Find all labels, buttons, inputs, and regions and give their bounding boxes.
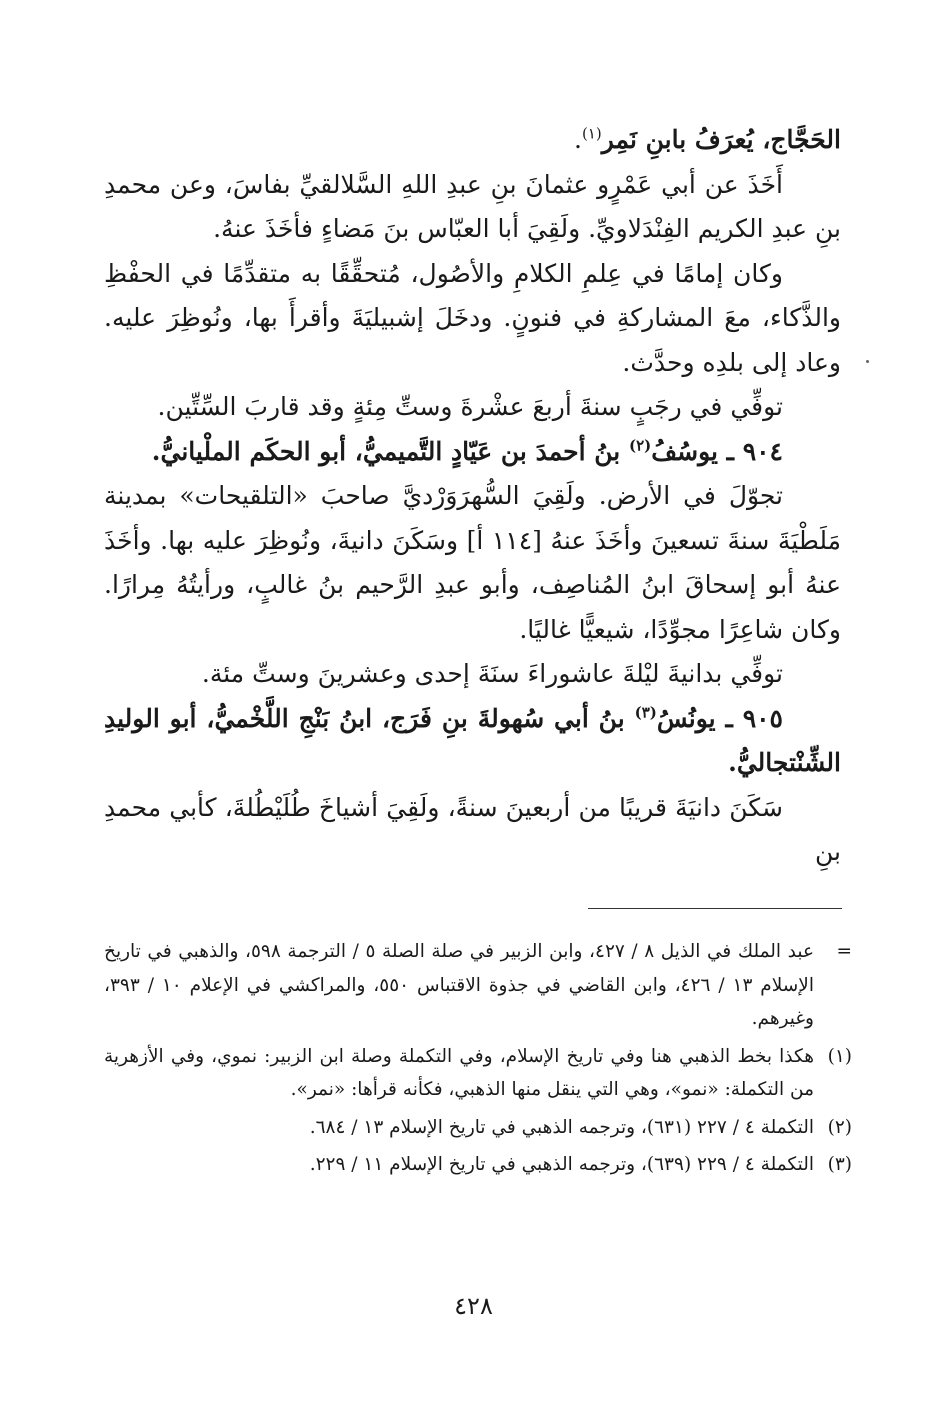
footnote-text: التكملة ٤ / ٢٢٧ (٦٣١)، وترجمه الذهبي في تاريخ الإسلام ١٣ / ٦٨٤.: [309, 1116, 814, 1138]
entry-905-body: سَكَنَ دانيَةَ قريبًا من أربعينَ سنةً، ولَقِيَ أشياخَ طُلَيْطُلةَ، كأبي محمدِ بنِ: [104, 792, 841, 866]
footnote-ref-3[interactable]: (٣): [634, 703, 657, 722]
entry-904-heading: [104, 430, 841, 475]
footnote-text: التكملة ٤ / ٢٢٩ (٦٣٩)، وترجمه الذهبي في تاريخ الإسلام ١١ / ٢٢٩.: [309, 1154, 814, 1175]
entry-904-lineage: بنُ أحمدَ بن عَيّادٍ التَّميميُّ، أبو الحكَم الملْيانيُّ.: [151, 436, 621, 466]
entry-end: .: [573, 125, 582, 154]
footnote-3: [104, 1148, 852, 1182]
entry-905-number-name: ٩٠٥ ـ يونُسُ: [656, 703, 783, 733]
paragraph-death: توفِّي في رجَبٍ سنةَ أربعَ عشْرةَ وستِّ مِئةٍ وقد قاربَ السِّتِّين.: [157, 392, 783, 421]
entry-904-number-name: ٩٠٤ ـ يوسُفُ: [651, 436, 783, 466]
footnote-marker: (١): [827, 1045, 852, 1067]
entry-904-body: تجوّلَ في الأرض. ولَقِيَ السُّهرَوَرْديَّ صاحبَ «التلقيحات» بمدينة مَلَطْيَةَ سنةَ تسعينَ وأخَذَ عنهُ [١١٤ أ] وسَكَنَ دانيةَ، ونُوظِرَ عليه بها. وأخَذَ عنهُ أبو إسحاقَ ابنُ المُناصِف، وأبو عبدِ الرَّحيم بنُ غالبٍ، ورأيتُهُ مِرارًا. وكان شاعِرًا مجوِّدًا، شيعيًّا غاليًا.: [104, 481, 842, 644]
main-text: [104, 118, 841, 875]
entry-904-death: توفِّي بدانيةَ ليْلةَ عاشوراءَ سنَةَ إحدى وعشرينَ وستِّ مئة.: [201, 659, 783, 688]
footnote-1: [104, 1040, 852, 1107]
footnote-continued: [104, 935, 852, 1036]
margin-dot: [866, 360, 869, 363]
entry-continuation-title: [104, 118, 841, 163]
page-number: ٤٢٨: [454, 1292, 493, 1320]
entry-905-lineage: بنُ أبي سُهولةَ بنِ فَرَج، ابنُ بَنْجِ اللَّخْميُّ، أبو الوليدِ الشِّنْتجاليُّ.: [104, 703, 841, 777]
footnote-text: عبد الملك في الذيل ٨ / ٤٢٧، وابن الزبير في صلة الصلة ٥ / الترجمة ٥٩٨، والذهبي في تاريخ الإسلام ١٣ / ٤٢٦، وابن القاضي في جذوة الاقتباس ٥٥٠، والمراكشي في الإعلام ١٠ / ٣٩٣، وغيرهم.: [104, 941, 814, 1029]
footnote-2: [104, 1111, 852, 1145]
footnote-marker: (٢): [827, 1116, 852, 1138]
footnote-divider: [588, 908, 842, 909]
footnote-ref-1[interactable]: (١): [581, 124, 602, 143]
footnote-marker: =: [836, 941, 852, 962]
footnotes: [104, 935, 852, 1186]
paragraph-description: وكان إمامًا في عِلمِ الكلامِ والأصُول، مُتحقِّقًا به متقدِّمًا في الحفْظِ والذَّكاء، معَ المشاركةِ في فنونٍ. ودخَلَ إشبيليَةَ وأقرأَ بها، ونُوظِرَ عليه. وعاد إلى بلدِه وحدَّث.: [104, 258, 841, 377]
paragraph-teachers: أَخَذَ عن أبي عَمْرٍو عثمانَ بنِ عبدِ اللهِ السَّلالقيِّ بفاسَ، وعن محمدِ بنِ عبدِ الكريم الفِنْدَلاويِّ. ولَقِيَ أبا العبّاس بنَ مَضاءٍ فأخَذَ عنهُ.: [104, 169, 841, 243]
footnote-text: هكذا بخط الذهبي هنا وفي تاريخ الإسلام، وفي التكملة وصلة ابن الزبير: نموي، وفي الأزهرية من التكملة: «نمو»، وهي التي ينقل منها الذهبي، فكأنه قرأها: «نمر».: [104, 1045, 814, 1100]
entry-905-heading: [104, 697, 841, 786]
footnote-marker: (٣): [827, 1154, 852, 1175]
entry-name: الحَجَّاج، يُعرَفُ بابنِ نَمِر: [601, 125, 841, 154]
footnote-ref-2[interactable]: (٢): [628, 436, 652, 455]
